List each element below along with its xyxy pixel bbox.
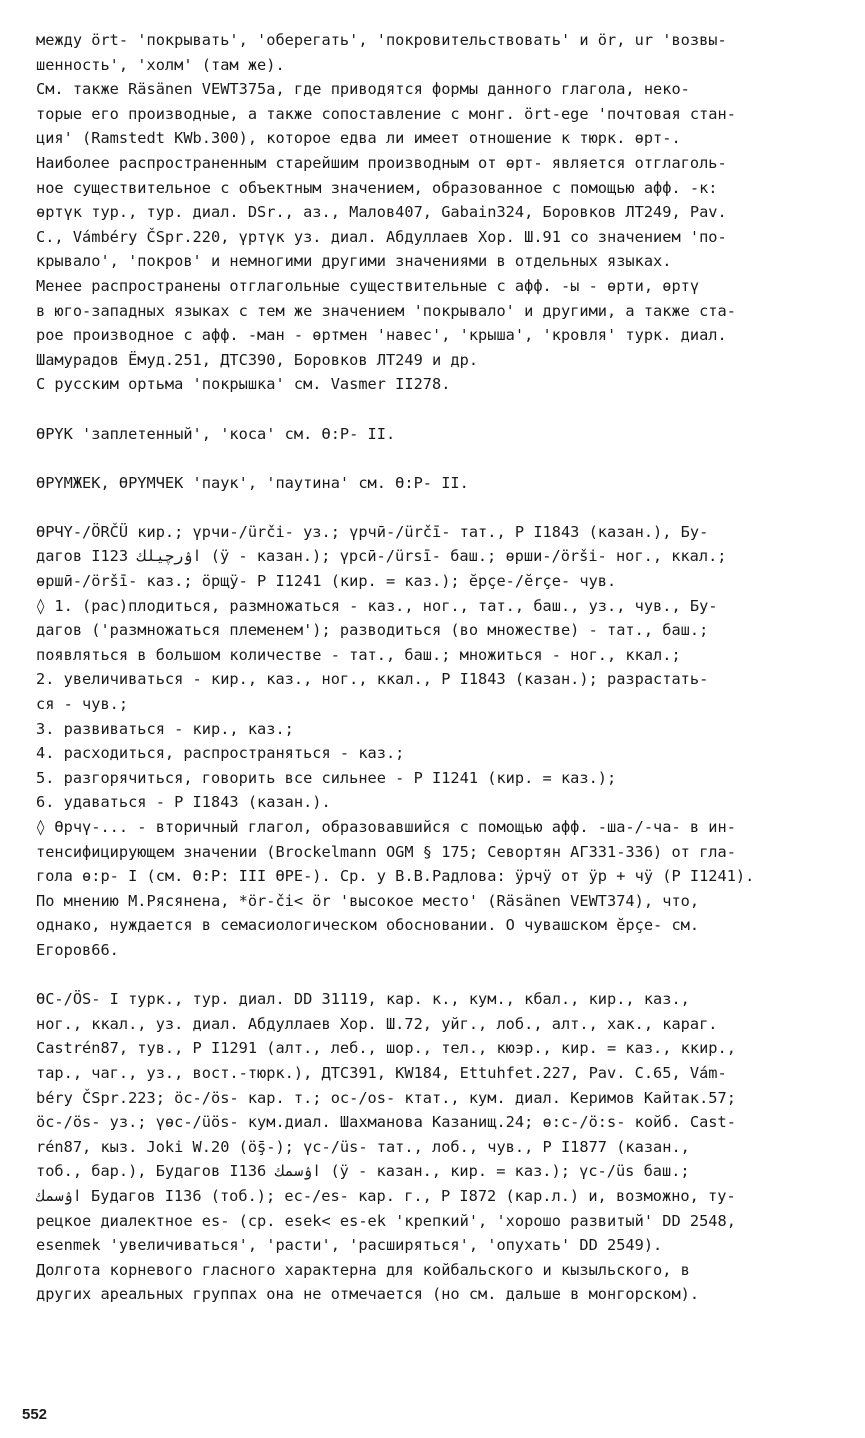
text-line: ӨС-/ÖS- I турк., тур. диал. DD 31119, кар. к., кум., кбал., кир., каз.,: [36, 990, 690, 1009]
text-line: Наиболее распространенным старейшим производным от өрт- является отглаголь-: [36, 153, 727, 172]
text-line: rén87, кыз. Joki W.20 (ӧ̄ş-); үс-/üs- тат., лоб., чув., Р I1877 (казан.,: [36, 1137, 690, 1156]
text-line: рое производное с афф. -ман - өртмен 'навес', 'крыша', 'кровля' турк. диал.: [36, 326, 727, 345]
text-line: шенность', 'холм' (там же).: [36, 55, 285, 74]
text-line: ӨРЧҮ-/ÖRČÜ кир.; үрчи-/ürči- уз.; үрчӣ-/ürčī- тат., Р I1843 (казан.), Бу-: [36, 522, 709, 541]
text-line: ся - чув.;: [36, 695, 129, 714]
text-line: өртүк тур., тур. диал. DSr., аз., Малов407, Gabain324, Боровков ЛТ249, Pav.: [36, 203, 727, 222]
text-line: По мнению М.Рясянена, *ӧr-či< ӧr 'высокое место' (Räsänen VEWT374), что,: [36, 891, 700, 910]
entry-oruk: ӨРҮК 'заплетенный', 'коса' см. Ө:Р- II.: [36, 424, 396, 443]
text-line: béry ČSpr.223; ӧс-/ös- кар. т.; ос-/os- ктат., кум. диал. Керимов Кайтак.57;: [36, 1088, 736, 1107]
text-line: Менее распространены отглагольные существительные с афф. -ы - өрти, өртү: [36, 276, 700, 295]
text-line: тоб., бар.), Будагов I136 اۉسمك (ӱ - казан., кир. = каз.); үс-/üs баш.;: [36, 1162, 690, 1181]
text-line: в юго-западных языках с тем же значением 'покрывало' и другими, а также ста-: [36, 301, 736, 320]
text-line: тенсифицирующем значении (Brockelmann OGM § 175; Севортян АГ331-336) от гла-: [36, 842, 736, 861]
entry-orumzhek: ӨРҮМЖЕК, ӨРҮМЧЕК 'паук', 'паутина' см. Ө:Р- II.: [36, 473, 469, 492]
text-line: между ӧrt- 'покрывать', 'оберегать', 'покровительствовать' и ӧr, ur 'возвы-: [36, 31, 727, 49]
dictionary-page: [36, 28, 848, 1307]
text-line: اۉسمك Будагов I136 (тоб.); ес-/es- кар. г., Р I872 (кар.л.) и, возможно, ту-: [36, 1186, 736, 1205]
text-line: ног., ккал., уз. диал. Абдуллаев Хор. Ш.72, уйг., лоб., алт., хак., караг.: [36, 1014, 718, 1033]
text-line: Долгота корневого гласного характерна для койбальского и кызыльского, в: [36, 1260, 690, 1279]
text-line: См. также Räsänen VEWT375а, где приводятся формы данного глагола, неко-: [36, 80, 690, 99]
text-line: С русским ортьма 'покрышка' см. Vasmer II278.: [36, 375, 451, 394]
text-line: 5. разгорячиться, говорить все сильнее - Р I1241 (кир. = каз.);: [36, 768, 617, 787]
text-line: крывало', 'покров' и немногими другими значениями в отдельных языках.: [36, 252, 672, 271]
text-line: рецкое диалектное es- (ср. esek< es-ek 'крепкий', 'хорошо развитый' DD 2548,: [36, 1211, 736, 1230]
text-line: других ареальных группах она не отмечается (но см. дальше в монгорском).: [36, 1285, 700, 1304]
text-line: дагов ('размножаться племенем'); разводиться (во множестве) - тат., баш.;: [36, 621, 709, 640]
continuation-text: [36, 28, 848, 397]
text-line: дагов I123 اۉرچيلك (ӱ - казан.); үрсӣ-/ürsī- баш.; өрши-/örši- ног., ккал.;: [36, 547, 727, 566]
text-line: C., Vámbéry ČSpr.220, үртүк уз. диал. Абдуллаев Хор. Ш.91 со значением 'по-: [36, 227, 727, 246]
text-line: 2. увеличиваться - кир., каз., ног., ккал., Р I1843 (казан.); разрастать-: [36, 670, 709, 689]
text-line: гола ө:р- I (см. Ө:Р: III ӨРЕ-). Ср. у В.В.Радлова: ӱрчӱ от ӱр + чӱ (Р I1241).: [36, 867, 755, 886]
text-line: 3. развиваться - кир., каз.;: [36, 719, 294, 738]
text-line: өршӣ-/öršī- каз.; ӧрщӱ- Р I1241 (кир. = каз.); ĕрçе-/ĕrçe- чув.: [36, 572, 617, 591]
text-line: esenmek 'увеличиваться', 'расти', 'расширяться', 'опухать' DD 2549).: [36, 1236, 663, 1255]
text-line: ция' (Ramstedt KWb.300), которое едва ли имеет отношение к тюрк. өрт-.: [36, 129, 681, 148]
page-number: 552: [22, 1406, 48, 1423]
text-line: 6. удаваться - Р I1843 (казан.).: [36, 793, 331, 812]
text-line: однако, нуждается в семасиологическом обосновании. О чувашском ĕрçе- см.: [36, 916, 700, 935]
text-line: ӧс-/ös- уз.; үөс-/üös- кум.диал. Шахманова Казанищ.24; ө:с-/ö:s- койб. Cast-: [36, 1113, 736, 1132]
text-line: Castrén87, тув., Р I1291 (алт., леб., шор., тел., кюэр., кир. = каз., ккир.,: [36, 1039, 736, 1058]
text-line: торые его производные, а также сопоставление с монг. ӧrt-ege 'почтовая стан-: [36, 104, 736, 123]
text-line: 4. расходиться, распространяться - каз.;: [36, 744, 405, 763]
text-line: ◊ Өрчү-... - вторичный глагол, образовавшийся с помощью афф. -ша-/-ча- в ин-: [36, 818, 736, 836]
entry-os: [36, 987, 848, 1307]
text-line: ное существительное с объектным значением, образованное с помощью афф. -к:: [36, 178, 718, 197]
text-line: Шамурадов Ёмуд.251, ДТС390, Боровков ЛТ249 и др.: [36, 350, 479, 369]
entry-orchu: [36, 520, 848, 963]
text-line: Егоров66.: [36, 940, 119, 959]
text-line: появляться в большом количестве - тат., баш.; множиться - ног., ккал.;: [36, 645, 681, 664]
text-line: тар., чаг., уз., вост.-тюрк.), ДТС391, KW184, Ettuhfet.227, Pav. C.65, Vám-: [36, 1063, 727, 1082]
text-line: ◊ 1. (рас)плодиться, размножаться - каз., ног., тат., баш., уз., чув., Бу-: [36, 596, 718, 615]
